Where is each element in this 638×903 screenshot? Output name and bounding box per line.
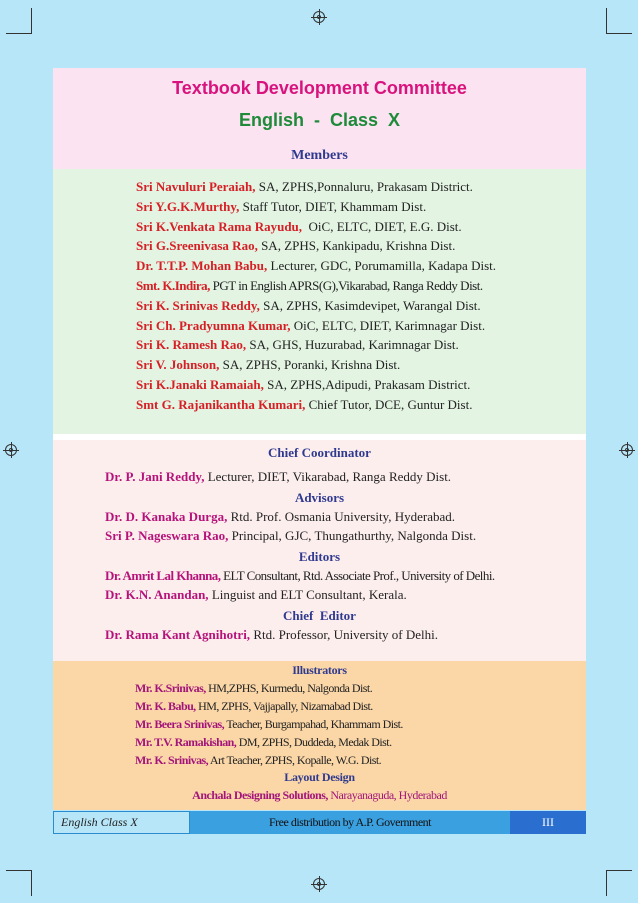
advisor-detail: Principal, GJC, Thungathurthy, Nalgonda Dist. (228, 528, 477, 543)
member-name: Sri G.Sreenivasa Rao, (136, 238, 258, 254)
chief-coordinator-detail: Lecturer, DIET, Vikarabad, Ranga Reddy Dist. (204, 469, 452, 484)
member-detail: SA, GHS, Huzurabad, Karimnagar Dist. (246, 337, 459, 353)
member-name: Sri K.Janaki Ramaiah, (136, 376, 264, 392)
member-name: Dr. T.T.P. Mohan Babu, (136, 258, 268, 274)
member-row (136, 355, 586, 375)
member-row (136, 375, 586, 395)
member-name: Sri K.Venkata Rama Rayudu, (136, 218, 303, 234)
illustrator-name: Mr. K.Srinivas, (135, 681, 206, 695)
member-name: Sri K. Srinivas Reddy, (136, 297, 260, 313)
member-detail: Lecturer, GDC, Porumamilla, Kadapa Dist. (267, 258, 496, 274)
illustrator-row (135, 715, 586, 733)
registration-mark-icon (313, 11, 325, 23)
advisor-detail: Rtd. Prof. Osmania University, Hyderabad. (227, 509, 456, 524)
member-row (136, 177, 586, 197)
crop-mark (606, 870, 632, 871)
member-row (136, 197, 586, 217)
member-name: Sri K. Ramesh Rao, (136, 337, 247, 353)
editor-detail: Linguist and ELT Consultant, Kerala. (208, 587, 407, 602)
member-row (136, 335, 586, 355)
illustrator-row (135, 733, 586, 751)
illustrator-detail: Teacher, Burgampahad, Khammam Dist. (224, 717, 403, 731)
illustrator-name: Mr. K. Babu, (135, 699, 196, 713)
chief-editor-name: Dr. Rama Kant Agnihotri, (105, 627, 251, 642)
member-name: Sri Navuluri Peraiah, (136, 179, 256, 194)
member-name: Sri Ch. Pradyumna Kumar, (136, 317, 291, 333)
coordinators-section (53, 440, 586, 661)
illustrator-detail: HM,ZPHS, Kurmedu, Nalgonda Dist. (205, 681, 373, 695)
illustrators-section (53, 661, 586, 810)
page-title: Textbook Development Committee (172, 78, 467, 98)
member-name: Sri V. Johnson, (136, 357, 220, 373)
illustrator-row (135, 697, 586, 715)
editor-name: Dr. Amrit Lal Khanna, (105, 568, 221, 583)
member-row (136, 236, 586, 256)
member-detail: Chief Tutor, DCE, Guntur Dist. (305, 396, 473, 412)
member-row (136, 276, 586, 296)
page-subtitle: English - Class X (238, 110, 401, 130)
footer-book-title: English Class X (53, 811, 190, 834)
member-detail: OiC, ELTC, DIET, E.G. Dist. (302, 218, 462, 234)
member-row (136, 395, 586, 415)
chief-editor-detail: Rtd. Professor, University of Delhi. (250, 627, 439, 642)
chief-editor-heading: Chief Editor (283, 608, 356, 623)
member-detail: SA, ZPHS,Adipudi, Prakasam District. (263, 376, 471, 392)
illustrator-name: Mr. T.V. Ramakishan, (135, 735, 237, 749)
illustrator-row (135, 751, 586, 769)
committee-page (53, 68, 586, 810)
illustrator-row (135, 679, 586, 697)
illustrator-name: Mr. Beera Srinivas, (135, 717, 225, 731)
member-row (136, 316, 586, 336)
advisor-name: Dr. D. Kanaka Durga, (105, 509, 228, 524)
title-section (53, 68, 586, 169)
chief-coordinator-row (105, 467, 586, 486)
registration-mark-icon (313, 878, 325, 890)
footer-distribution: Free distribution by A.P. Government (190, 811, 510, 834)
illustrators-heading: Illustrators (292, 663, 347, 677)
layout-design-detail: Narayanaguda, Hyderabad (327, 788, 447, 802)
member-detail: SA, ZPHS, Poranki, Krishna Dist. (219, 357, 401, 373)
advisor-row (105, 526, 586, 545)
member-detail: SA, ZPHS, Kankipadu, Krishna Dist. (257, 238, 456, 254)
member-name: Sri Y.G.K.Murthy, (136, 198, 240, 214)
advisor-name: Sri P. Nageswara Rao, (105, 528, 229, 543)
crop-mark (606, 8, 607, 34)
member-detail: SA, ZPHS,Ponnaluru, Prakasam District. (255, 179, 473, 194)
illustrator-name: Mr. K. Srinivas, (135, 753, 209, 767)
illustrator-detail: DM, ZPHS, Duddeda, Medak Dist. (236, 735, 392, 749)
page-footer (53, 811, 586, 834)
illustrator-detail: Art Teacher, ZPHS, Kopalle, W.G. Dist. (208, 753, 382, 767)
editor-row (105, 585, 586, 604)
member-row (136, 256, 586, 276)
crop-mark (31, 8, 32, 34)
members-section (53, 169, 586, 434)
editor-row (105, 566, 586, 585)
editors-heading: Editors (298, 549, 341, 564)
member-detail: OiC, ELTC, DIET, Karimnagar Dist. (290, 317, 486, 333)
member-name: Smt. K.Indira, (136, 277, 210, 293)
chief-coordinator-heading: Chief Coordinator (268, 445, 371, 460)
editor-name: Dr. K.N. Anandan, (105, 587, 209, 602)
registration-mark-icon (5, 444, 17, 456)
advisors-heading: Advisors (294, 490, 345, 505)
layout-design-heading: Layout Design (284, 770, 355, 784)
crop-mark (6, 870, 32, 871)
member-detail: SA, ZPHS, Kasimdevipet, Warangal Dist. (259, 297, 481, 313)
crop-mark (31, 870, 32, 896)
member-row (136, 296, 586, 316)
advisor-row (105, 507, 586, 526)
editor-detail: ELT Consultant, Rtd. Associate Prof., University of Delhi. (220, 568, 495, 583)
crop-mark (6, 33, 32, 34)
crop-mark (606, 870, 607, 896)
crop-mark (606, 33, 632, 34)
member-row (136, 217, 586, 237)
member-detail: PGT in English APRS(G),Vikarabad, Ranga Reddy Dist. (209, 277, 483, 293)
registration-mark-icon (621, 444, 633, 456)
layout-design-name: Anchala Designing Solutions, (192, 788, 328, 802)
layout-design-row (53, 786, 586, 804)
footer-page-number: III (510, 811, 586, 834)
chief-coordinator-name: Dr. P. Jani Reddy, (105, 469, 205, 484)
member-detail: Staff Tutor, DIET, Khammam Dist. (239, 198, 427, 214)
member-name: Smt G. Rajanikantha Kumari, (136, 396, 306, 412)
illustrator-detail: HM, ZPHS, Vajjapally, Nizamabad Dist. (195, 699, 373, 713)
chief-editor-row (105, 625, 586, 644)
members-heading: Members (291, 148, 348, 163)
